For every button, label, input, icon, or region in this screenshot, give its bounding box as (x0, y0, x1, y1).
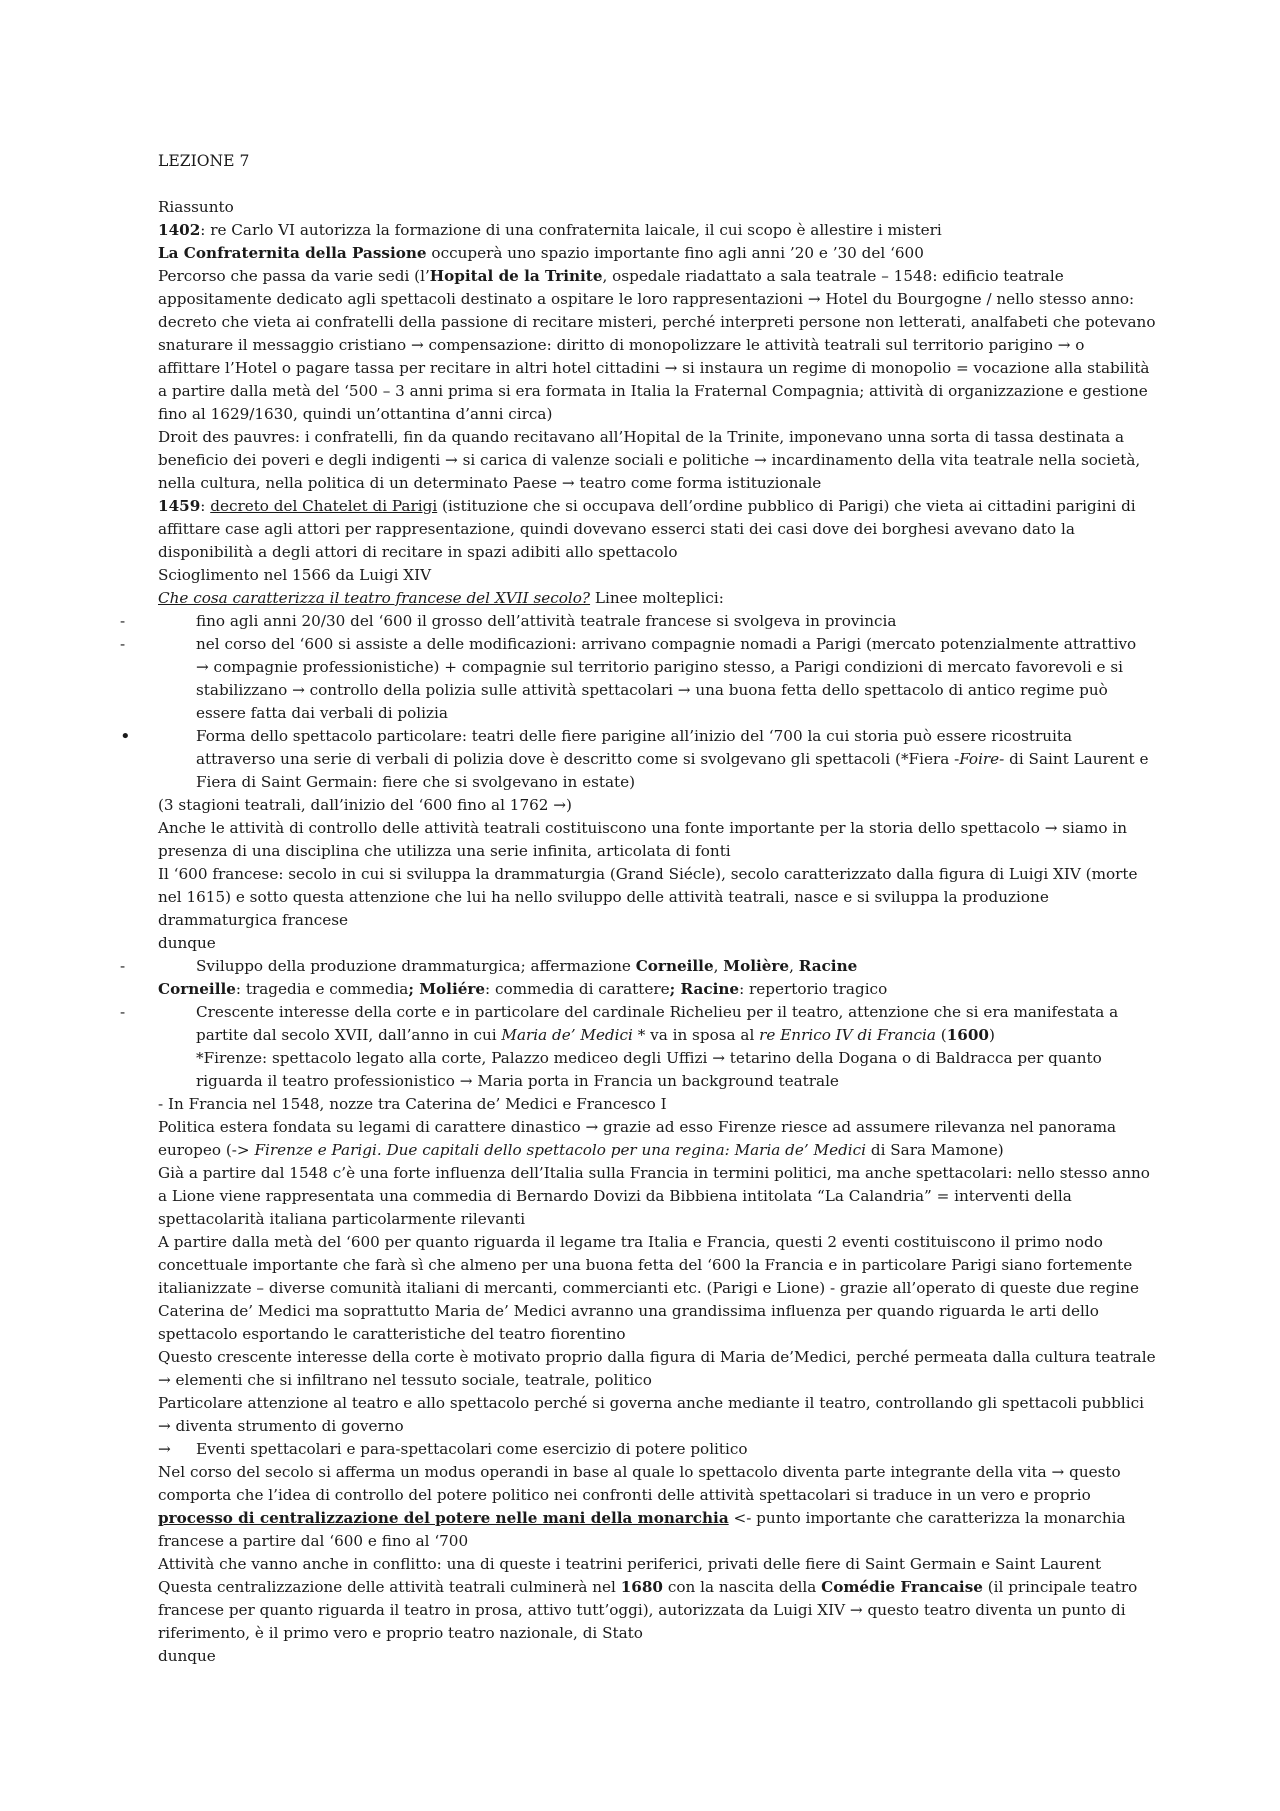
text-line: riguarda il teatro professionistico → Maria porta in Francia un background teatrale (196, 1072, 839, 1090)
text-line: decreto che vieta ai confratelli della passione di recitare misteri, perché interpreti persone non letterati, analfabeti che potevano (158, 313, 1156, 331)
arrow-icon: → (1044, 819, 1058, 837)
text-line: europeo (-> Firenze e Parigi. Due capitali dello spettacolo per una regina: Maria de’ Medici di Sara Mamone) (158, 1141, 1004, 1159)
text-line: processo di centralizzazione del potere nelle mani della monarchia <- punto importante che caratterizza la monarchia (158, 1509, 1126, 1527)
text-line: *Firenze: spettacolo legato alla corte, Palazzo mediceo degli Uffizi → tetarino della Dogana o di Baldracca per quanto (196, 1049, 1102, 1067)
text-line: appositamente dedicato agli spettacoli destinato a ospitare le loro rappresentazioni → Hotel du Bourgogne / nello stesso anno: (158, 290, 1135, 308)
list-item: - Sviluppo della produzione drammaturgica; affermazione Corneille, Molière, Racine (120, 957, 858, 975)
list-item: - Crescente interesse della corte e in particolare del cardinale Richelieu per il teatro, attenzione che si era manifestata a (120, 1003, 1119, 1021)
list-item: → Eventi spettacolari e para-spettacolari come esercizio di potere politico (158, 1438, 1148, 1461)
text-line: La Confraternita della Passione occuperà uno spazio importante fino agli anni ’20 e ’30 del ‘600 (158, 244, 924, 262)
text-line: Scioglimento nel 1566 da Luigi XIV (158, 566, 432, 584)
text-line: (3 stagioni teatrali, dall’inizio del ‘600 fino al 1762 →) (158, 796, 572, 814)
text-line: Percorso che passa da varie sedi (l’Hopital de la Trinite, ospedale riadattato a sala teatrale – 1548: edificio teatrale (158, 267, 1064, 285)
text-line: partite dal secolo XVII, dall’anno in cui Maria de’ Medici * va in sposa al re Enrico IV di Francia (1600) (196, 1026, 995, 1044)
text-line: snaturare il messaggio cristiano → compensazione: diritto di monopolizzare le attività teatrali sul territorio parigino → o (158, 336, 1085, 354)
text-line: essere fatta dai verbali di polizia (196, 704, 448, 722)
text-line: Il ‘600 francese: secolo in cui si sviluppa la drammaturgia (Grand Siécle), secolo caratterizzato dalla figura di Luigi XIV (morte (158, 865, 1138, 883)
text-line: drammaturgica francese (158, 911, 348, 929)
text-line: a Lione viene rappresentata una commedia di Bernardo Dovizi da Bibbiena intitolata “La Calandria” = interventi della (158, 1187, 1072, 1205)
text-line: spettacolarità italiana particolarmente rilevanti (158, 1210, 526, 1228)
text-line: beneficio dei poveri e degli indigenti → si carica di valenze sociali e politiche → incardinamento della vita teatrale nella società, (158, 451, 1141, 469)
text-line: nella cultura, nella politica di un determinato Paese → teatro come forma istituzionale (158, 474, 822, 492)
arrow-icon: → (553, 796, 567, 814)
text-line: francese per quanto riguarda il teatro in prosa, attivo tutt’oggi), autorizzata da Luigi XIV → questo teatro diventa un punto di (158, 1601, 1126, 1619)
text-line: - In Francia nel 1548, nozze tra Caterina de’ Medici e Francesco I (158, 1095, 667, 1113)
text-line: Che cosa caratterizza il teatro francese del XVII secolo? Linee molteplici: (158, 589, 724, 607)
text-line: Corneille: tragedia e commedia; Moliére: commedia di carattere; Racine: repertorio tragico (158, 980, 888, 998)
arrow-icon: → (158, 1371, 171, 1389)
text-line: affittare case agli attori per rappresentazione, quindi dovevano esserci stati dei casi dove dei borghesi avevano dato la (158, 520, 1075, 538)
list-item: • Forma dello spettacolo particolare: teatri delle fiere parigine all’inizio del ‘700 la cui storia può essere ricostruita (120, 726, 1073, 747)
spacer (158, 173, 1148, 196)
arrow-icon: → (158, 1417, 171, 1435)
text-line: Particolare attenzione al teatro e allo spettacolo perché si governa anche mediante il teatro, controllando gli spettacoli pubblici (158, 1394, 1144, 1412)
text-line: spettacolo esportando le caratteristiche del teatro fiorentino (158, 1325, 626, 1343)
text-line: 1459: decreto del Chatelet di Parigi (istituzione che si occupava dell’ordine pubblico di Parigi) che vieta ai cittadini parigini di (158, 497, 1136, 515)
list-item: - fino agli anni 20/30 del ‘600 il grosso dell’attività teatrale francese si svolgeva in provincia (120, 612, 897, 630)
arrow-icon: → (712, 1049, 725, 1067)
arrow-icon: → (158, 1440, 171, 1458)
text-line: francese a partire dal ‘600 e fino al ‘700 (158, 1532, 469, 1550)
arrow-icon: → (561, 474, 575, 492)
text-line: comporta che l’idea di controllo del potere politico nei confronti delle attività spettacolari si traduce in un vero e proprio (158, 1486, 1091, 1504)
arrow-icon: → (585, 1118, 599, 1136)
text-line: Questo crescente interesse della corte è motivato proprio dalla figura di Maria de’Medici, perché permeata dalla cultura teatrale (158, 1348, 1156, 1366)
text-line: Già a partire dal 1548 c’è una forte influenza dell’Italia sulla Francia in termini politici, ma anche spettacolari: nello stesso anno (158, 1164, 1150, 1182)
text-line: dunque (158, 934, 216, 952)
text-line: attraverso una serie di verbali di polizia dove è descritto come si svolgevano gli spettacoli (*Fiera -Foire- di Saint Laurent e (196, 750, 1149, 768)
arrow-icon: → (445, 451, 458, 469)
arrow-icon: → (292, 681, 305, 699)
text-line: Anche le attività di controllo delle attività teatrali costituiscono una fonte importante per la storia dello spettacolo → siamo in (158, 819, 1127, 837)
text-line: Fiera di Saint Germain: fiere che si svolgevano in estate) (196, 773, 636, 791)
lesson-title: LEZIONE 7 (158, 152, 250, 170)
text-line: a partire dalla metà del ‘500 – 3 anni prima si era formata in Italia la Fraternal Compagnia; attività di organizzazione e gestione (158, 382, 1148, 400)
text-line: → compagnie professionistiche) + compagnie sul territorio parigino stesso, a Parigi condizioni di mercato favorevoli e si (196, 658, 1123, 676)
bullet-icon: • (120, 726, 131, 747)
arrow-icon: → (1051, 1463, 1065, 1481)
document-page (120, 150, 1156, 1668)
text-line: Attività che vanno anche in conflitto: una di queste i teatrini periferici, privati delle fiere di Saint Germain e Saint Laurent (158, 1555, 1102, 1573)
text-line: → elementi che si infiltrano nel tessuto sociale, teatrale, politico (158, 1371, 652, 1389)
text-line: disponibilità a degli attori di recitare in spazi adibiti allo spettacolo (158, 543, 678, 561)
text-line: presenza di una disciplina che utilizza una serie infinita, articolata di fonti (158, 842, 731, 860)
arrow-icon: → (849, 1601, 863, 1619)
text-line: Nel corso del secolo si afferma un modus operandi in base al quale lo spettacolo diventa parte integrante della vita → questo (158, 1463, 1121, 1481)
text-line: Caterina de’ Medici ma soprattutto Maria de’ Medici avranno una grandissima influenza per quando riguarda le arti dello (158, 1302, 1099, 1320)
text-line: Riassunto (158, 198, 234, 216)
arrow-icon: → (459, 1072, 473, 1090)
arrow-icon: → (664, 359, 678, 377)
text-line: stabilizzano → controllo della polizia sulle attività spettacolari → una buona fetta dello spettacolo di antico regime può (196, 681, 1108, 699)
text-line: 1402: re Carlo VI autorizza la formazione di una confraternita laicale, il cui scopo è allestire i misteri (158, 221, 942, 239)
text-line: fino al 1629/1630, quindi un’ottantina d’anni circa) (158, 405, 553, 423)
text-line: affittare l’Hotel o pagare tassa per recitare in altri hotel cittadini → si instaura un regime di monopolio = vocazione alla stabilità (158, 359, 1150, 377)
arrow-icon: → (753, 451, 767, 469)
text-line: nel 1615) e sotto questa attenzione che lui ha nello sviluppo delle attività teatrali, nasce e si sviluppa la produzione (158, 888, 1049, 906)
text-line: dunque (158, 1647, 216, 1665)
text-line: Droit des pauvres: i confratelli, fin da quando recitavano all’Hopital de la Trinite, imponevano unna sorta di tassa destinata a (158, 428, 1125, 446)
text-line: riferimento, è il primo vero e proprio teatro nazionale, di Stato (158, 1624, 643, 1642)
arrow-icon: → (196, 658, 209, 676)
text-line: italianizzate – diverse comunità italiani di mercanti, commercianti etc. (Parigi e Lione) - grazie all’operato di queste due regine (158, 1279, 1140, 1297)
arrow-icon: → (807, 290, 821, 308)
text-line: A partire dalla metà del ‘600 per quanto riguarda il legame tra Italia e Francia, questi 2 eventi costituiscono il primo nodo (158, 1233, 1103, 1251)
arrow-icon: → (1057, 336, 1071, 354)
arrow-icon: → (410, 336, 424, 354)
list-item: - nel corso del ‘600 si assiste a delle modificazioni: arrivano compagnie nomadi a Parigi (mercato potenzialmente attrattivo (120, 635, 1137, 653)
text-line: → diventa strumento di governo (158, 1417, 404, 1435)
arrow-icon: → (677, 681, 691, 699)
text-line: concettuale importante che farà sì che almeno per una buona fetta del ‘600 la Francia e in particolare Parigi siano fortemente (158, 1256, 1133, 1274)
text-line: Politica estera fondata su legami di carattere dinastico → grazie ad esso Firenze riesce ad assumere rilevanza nel panorama (158, 1118, 1117, 1136)
text-line: Questa centralizzazione delle attività teatrali culminerà nel 1680 con la nascita della Comédie Francaise (il principale teatro (158, 1578, 1138, 1596)
